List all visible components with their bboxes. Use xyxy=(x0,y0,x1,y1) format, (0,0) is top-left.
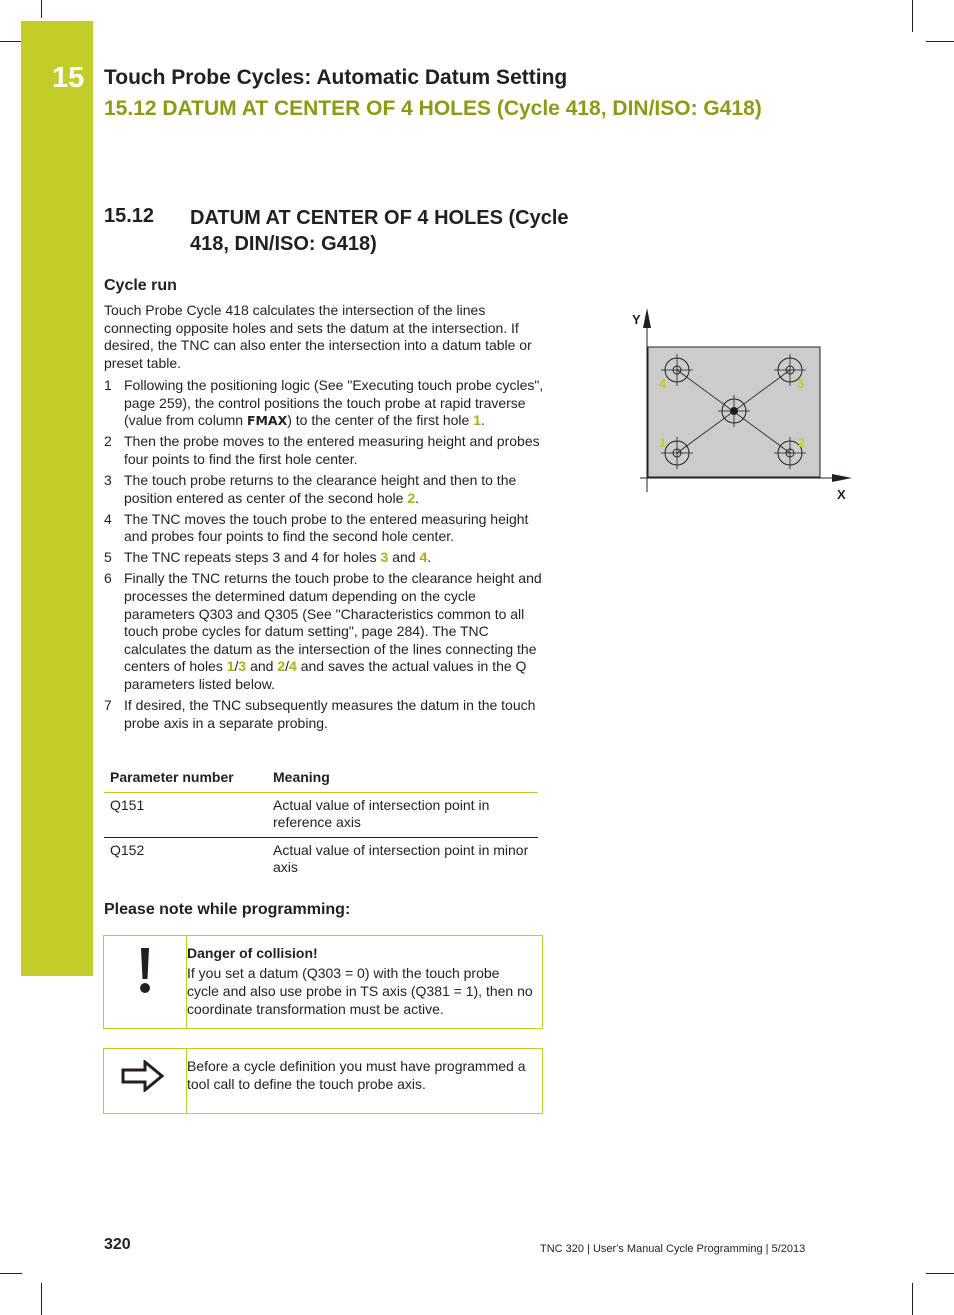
list-item: 3 The touch probe returns to the clearance height and then to the position entered as center of the second hole 2. xyxy=(104,471,517,506)
column-header: Meaning xyxy=(267,765,538,792)
warning-title: Danger of collision! xyxy=(187,945,318,961)
list-item: 4 The TNC moves the touch probe to the entered measuring height and probes four points to find the second hole center. xyxy=(104,510,529,545)
hole-ref: 1 xyxy=(226,658,235,675)
hole-label-1: 1 xyxy=(659,435,667,450)
hole-ref: 4 xyxy=(289,658,297,675)
warning-text: If you set a datum (Q303 = 0) with the touch probe cycle and also use probe in TS axis (Q381 = 1), then no coordinate transformation must be active. xyxy=(187,965,533,1017)
table-cell: Q151 xyxy=(104,792,267,837)
table-cell: Actual value of intersection point in reference axis xyxy=(267,792,538,837)
crop-mark xyxy=(41,1283,42,1315)
crop-mark xyxy=(926,1273,954,1274)
table-cell: Actual value of intersection point in minor axis xyxy=(273,841,529,876)
chapter-tab xyxy=(21,21,93,976)
chapter-number: 15 xyxy=(52,62,85,94)
y-axis-label: Y xyxy=(632,312,641,327)
section-title: DATUM AT CENTER OF 4 HOLES (Cycle 418, DIN/ISO: G418) xyxy=(190,207,569,255)
exclamation-icon xyxy=(134,948,156,994)
list-item: 5 The TNC repeats steps 3 and 4 for holes 3 and 4. xyxy=(104,549,432,566)
parameter-table xyxy=(104,765,538,882)
crop-mark xyxy=(912,0,913,32)
crop-mark xyxy=(41,0,42,18)
fmax-code: FMAX xyxy=(246,413,288,429)
chapter-subtitle: 15.12 DATUM AT CENTER OF 4 HOLES (Cycle 418, DIN/ISO: G418) xyxy=(104,97,762,120)
table-row xyxy=(104,837,538,882)
x-axis-arrow xyxy=(832,474,852,482)
info-text: Before a cycle definition you must have programmed a tool call to define the touch probe axis. xyxy=(187,1058,526,1092)
crop-mark xyxy=(926,41,954,42)
warning-note xyxy=(103,935,543,1029)
hole-pattern-diagram xyxy=(620,300,860,510)
hole-ref: 4 xyxy=(419,549,428,566)
arrow-right-icon xyxy=(121,1060,165,1092)
steps-list xyxy=(104,377,544,736)
y-axis-arrow xyxy=(643,308,651,328)
chapter-title: Touch Probe Cycles: Automatic Datum Setting xyxy=(104,66,568,89)
programming-heading: Please note while programming: xyxy=(104,901,351,918)
list-item: 1 Following the positioning logic (See "Executing touch probe cycles", page 259), the control positions the touch probe at rapid traverse (value from column FMAX) to the center of the first hole 1. xyxy=(104,377,544,429)
crop-mark xyxy=(0,41,22,42)
table-cell: Q152 xyxy=(110,841,145,858)
page-number: 320 xyxy=(104,1236,131,1253)
intro-paragraph: Touch Probe Cycle 418 calculates the intersection of the lines connecting opposite holes and sets the datum at the intersection. If desired, the TNC can also enter the intersection into a datum table or preset table. xyxy=(104,302,532,371)
crop-mark xyxy=(0,1273,22,1274)
info-note xyxy=(103,1048,543,1114)
section-number: 15.12 xyxy=(104,205,155,227)
cycle-run-heading: Cycle run xyxy=(104,277,177,294)
table-header-row xyxy=(104,765,538,792)
footer-text: TNC 320 | User's Manual Cycle Programming | 5/2013 xyxy=(540,1243,806,1255)
hole-ref: 2 xyxy=(407,489,416,506)
table-row xyxy=(104,792,538,837)
hole-ref: 2 xyxy=(277,658,286,675)
crop-mark xyxy=(912,1283,913,1315)
list-item: 6 Finally the TNC returns the touch probe to the clearance height and processes the determined datum depending on the cycle parameters Q303 and Q305 (See "Characteristics common to all touch probe cycles for datum setting", page 284). The TNC calculates the datum as the intersection of the lines connecting the centers of holes 1/3 and 2/4 and saves the actual values in the Q parameters listed below. xyxy=(104,570,542,692)
list-item: 7 If desired, the TNC subsequently measures the datum in the touch probe axis in a separate probing. xyxy=(104,697,536,731)
x-axis-label: X xyxy=(837,487,846,502)
column-header: Parameter number xyxy=(104,765,267,792)
list-item: 2 Then the probe moves to the entered measuring height and probes four points to find the first hole center. xyxy=(104,433,540,467)
hole-ref: 3 xyxy=(238,658,247,675)
hole-label-2: 2 xyxy=(798,435,806,450)
hole-ref: 1 xyxy=(473,412,482,429)
hole-label-4: 4 xyxy=(659,376,667,391)
hole-ref: 3 xyxy=(380,549,389,566)
hole-label-3: 3 xyxy=(797,376,805,391)
